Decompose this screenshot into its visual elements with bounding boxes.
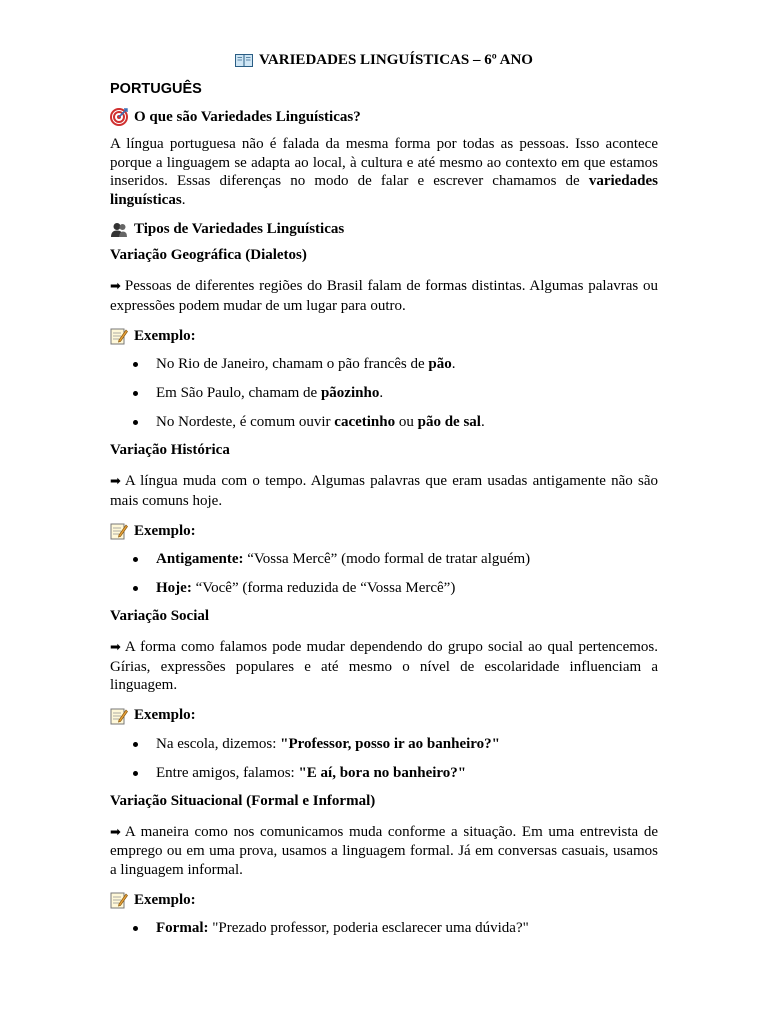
- item-text: Na escola, dizemos:: [156, 735, 281, 752]
- memo-icon: [110, 327, 128, 345]
- memo-icon: [110, 891, 128, 909]
- item-text: “Vossa Mercê” (modo formal de tratar alguém): [243, 551, 531, 567]
- arrow-icon: ➡: [110, 279, 121, 294]
- arrow-icon: ➡: [110, 474, 121, 489]
- list-item: [110, 735, 658, 753]
- list-item: [110, 579, 658, 597]
- item-text: No Rio de Janeiro, chamam o pão francês de: [156, 356, 429, 372]
- item-text: ou: [395, 414, 418, 430]
- section-social-text: [110, 638, 658, 695]
- intro-heading-text: O que são Variedades Linguísticas?: [134, 108, 361, 125]
- item-text: .: [480, 414, 485, 430]
- list-item: [110, 413, 658, 431]
- section-situ-text: [110, 823, 658, 880]
- example-heading: [110, 327, 658, 345]
- memo-icon: [110, 522, 128, 540]
- item-text: Entre amigos, falamos:: [156, 764, 299, 781]
- section-situ-text-content: A maneira como nos comunicamos muda conforme a situação. Em uma entrevista de emprego ou em uma prova, usamos a linguagem formal. Já em conversas casuais, usamos a linguagem informal.: [110, 823, 658, 878]
- item-text: .: [379, 385, 384, 401]
- arrow-icon: ➡: [110, 824, 121, 840]
- people-icon: [110, 222, 128, 238]
- section-social-text-content: A forma como falamos pode mudar dependendo do grupo social ao qual pertencemos. Gírias, expressões populares e até mesmo o nível de escolaridade influenciam a linguagem.: [110, 639, 658, 693]
- example-heading: [110, 891, 658, 909]
- item-bold: Formal:: [156, 920, 209, 936]
- example-heading: [110, 707, 658, 725]
- section-situ-heading: Variação Situacional (Formal e Informal): [110, 792, 376, 809]
- book-icon: [235, 54, 253, 67]
- hist-example-list: [110, 550, 658, 597]
- intro-bold-term: variedades linguísticas: [110, 173, 658, 208]
- geo-example-list: [110, 355, 658, 431]
- section-geo-heading: Variação Geográfica (Dialetos): [110, 247, 307, 263]
- section-hist-text: [110, 472, 658, 510]
- item-text: No Nordeste, é comum ouvir: [156, 414, 335, 430]
- example-label: Exemplo:: [134, 327, 196, 344]
- example-label: Exemplo:: [134, 707, 196, 723]
- item-bold: Hoje:: [156, 580, 192, 596]
- item-text: “Você” (forma reduzida de “Vossa Mercê”): [191, 580, 456, 596]
- intro-text: A língua portuguesa não é falada da mesma forma por todas as pessoas. Isso acontece porque a linguagem se adapta ao local, à cultura e até mesmo ao contexto em que estamos inseridos. Essas diferenças no modo de falar e escrever chamamos de: [110, 136, 658, 189]
- document-page: [110, 52, 658, 948]
- list-item: [110, 355, 658, 373]
- section-hist-heading: Variação Histórica: [110, 442, 230, 458]
- example-heading: [110, 522, 658, 540]
- document-title-text: VARIEDADES LINGUÍSTICAS – 6º ANO: [259, 52, 533, 68]
- list-item: [110, 550, 658, 568]
- item-bold: Antigamente:: [156, 551, 244, 567]
- intro-heading: [110, 108, 658, 126]
- section-geo-text-content: Pessoas de diferentes regiões do Brasil falam de formas distintas. Algumas palavras ou expressões podem mudar de um lugar para outro.: [110, 278, 658, 314]
- intro-text-end: .: [181, 191, 186, 208]
- types-heading-text: Tipos de Variedades Linguísticas: [134, 221, 345, 237]
- section-hist-text-content: A língua muda com o tempo. Algumas palavras que eram usadas antigamente não são mais comuns hoje.: [110, 473, 658, 509]
- example-label: Exemplo:: [134, 891, 196, 908]
- subject-label: PORTUGUÊS: [110, 81, 202, 97]
- types-heading: [110, 221, 658, 238]
- list-item: [110, 384, 658, 402]
- memo-icon: [110, 707, 128, 725]
- item-bold: pão de sal: [417, 414, 481, 430]
- item-text: Em São Paulo, chamam de: [156, 385, 321, 401]
- section-geo-text: [110, 277, 658, 315]
- item-bold: "Professor, posso ir ao banheiro?": [280, 735, 500, 752]
- item-text: "Prezado professor, poderia esclarecer uma dúvida?": [208, 920, 529, 936]
- item-bold: cacetinho: [334, 414, 396, 430]
- document-title: [110, 52, 658, 69]
- example-label: Exemplo:: [134, 522, 196, 539]
- item-bold: pão: [428, 356, 452, 372]
- item-bold: pãozinho: [320, 385, 380, 401]
- item-text: .: [451, 356, 456, 372]
- arrow-icon: ➡: [110, 640, 121, 655]
- intro-paragraph: [110, 135, 658, 209]
- section-social-heading: Variação Social: [110, 608, 210, 624]
- list-item: [110, 764, 658, 782]
- list-item: [110, 919, 658, 937]
- social-example-list: [110, 735, 658, 782]
- target-icon: [110, 108, 128, 126]
- situ-example-list: [110, 919, 658, 937]
- item-bold: "E aí, bora no banheiro?": [298, 764, 467, 781]
